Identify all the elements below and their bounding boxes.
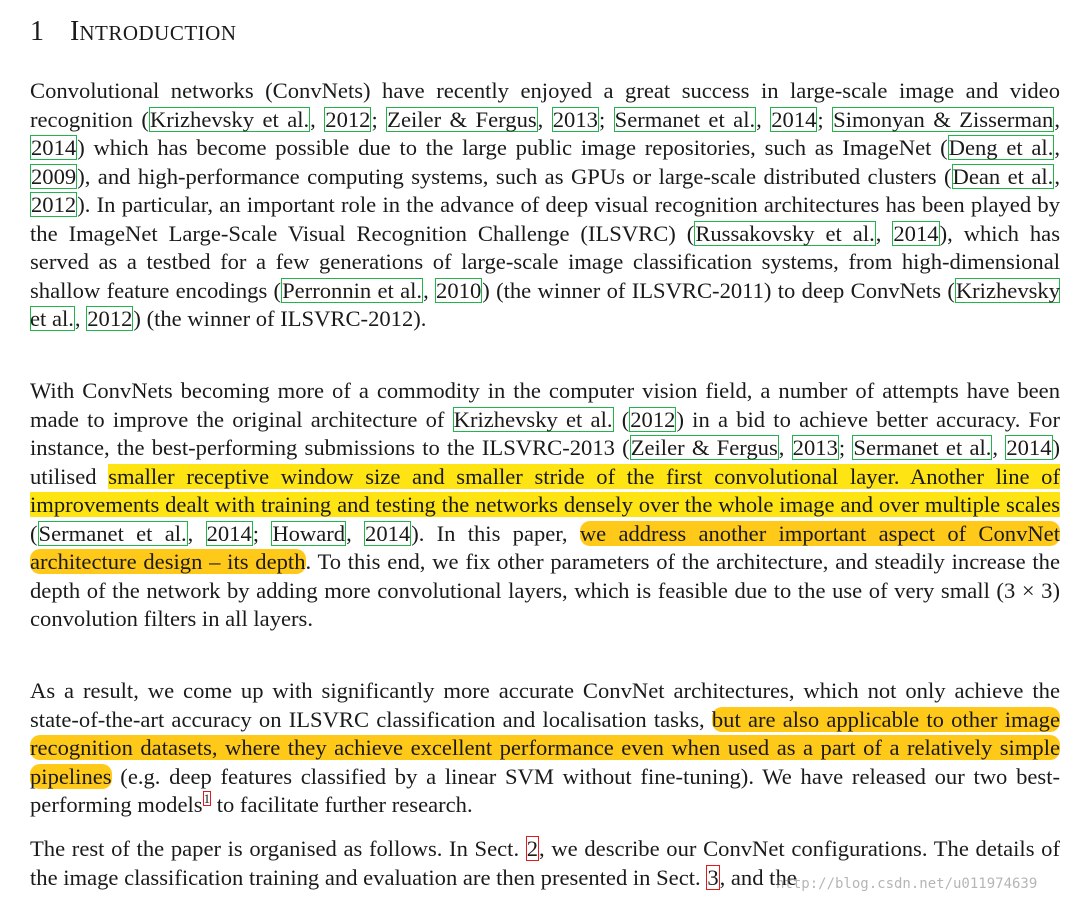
text-run: to facilitate further research. (211, 792, 473, 817)
citation-year-link[interactable]: 2014 (206, 520, 252, 546)
text-run: ) (the winner of ILSVRC-2012). (133, 306, 427, 331)
citation-year-link[interactable]: 2014 (31, 135, 77, 160)
footnote-link[interactable]: 1 (203, 791, 211, 807)
section-title-rest: NTRODUCTION (79, 21, 237, 45)
paragraph-1: Convolutional networks (ConvNets) have recently enjoyed a great success in large-scale image and video recognition (Krizhevsky et al., 2012; Zeiler & Fergus, 2013; Sermanet et al., 2014; Simonyan & Zisserman, 2014) which has become possible due to the large public image repositories, such as ImageNet (Deng et al., 2009), and high-performance computing systems, such as GPUs or large-scale distributed clusters (Dean et al., 2012). In particular, an important role in the advance of deep visual recognition architectures has been played by the ImageNet Large-Scale Visual Recognition Challenge (ILSVRC) (Russakovsky et al., 2014), which has served as a testbed for a few generations of large-scale image classification systems, from high-dimensional shallow feature encodings (Perronnin et al., 2010) (the winner of ILSVRC-2011) to deep ConvNets (Krizhevsky et al., 2012) (the winner of ILSVRC-2012). (30, 78, 1061, 331)
citation-link[interactable]: Deng et al. (948, 135, 1054, 160)
citation-link[interactable]: Krizhevsky et al. (149, 106, 310, 132)
citation-year-link[interactable]: 2014 (893, 220, 939, 246)
citation-link[interactable]: Perronnin et al. (282, 277, 423, 303)
citation-year-link[interactable]: 2014 (771, 106, 817, 132)
text-run: ), which has served as a testbed for a few generations of large-scale image classification systems, from high-dimensional shallow feature encodings ( (30, 220, 1060, 303)
text-run: With ConvNets becoming more of a commodity in the computer vision field, a number of attempts have been made to improve the original architecture of (30, 378, 1060, 432)
text-run: , we describe our ConvNet configurations. The details of the image classification training and evaluation are then presented in Sect. (30, 836, 1060, 890)
citation-year-link[interactable]: 2013 (792, 435, 838, 460)
citation-link[interactable]: Zeiler & Fergus (630, 435, 778, 460)
text-run: ) which has become possible due to the large public image repositories, such as ImageNet ( (77, 135, 948, 160)
citation-year-link[interactable]: 2009 (31, 163, 77, 189)
text-run: . To this end, we fix other parameters of the architecture, and steadily increase the depth of the network by adding more convolutional layers, which is feasible due to the use of very small (3 × 3) convolution filters in all layers. (30, 549, 1060, 631)
orange-highlight: but are also applicable to other image recognition datasets, where they achieve excellent performance even when used as a part of a relatively simple pipelines (30, 706, 1060, 789)
citation-year-link[interactable]: 2013 (552, 106, 598, 132)
citation-link[interactable]: Sermanet et al. (38, 520, 187, 546)
yellow-highlight: smaller receptive window size and smaller stride of the first convolutional layer. Another line of improvements dealt with training and testing the networks densely over the whole image and over multiple scales (30, 463, 1060, 517)
section-ref-link[interactable]: 3 (707, 864, 719, 890)
citation-year-link[interactable]: 2012 (325, 106, 371, 132)
citation-year-link[interactable]: 2014 (365, 520, 411, 546)
citation-year-link[interactable]: 2010 (436, 277, 482, 303)
citation-link[interactable]: Zeiler & Fergus (387, 106, 537, 132)
citation-link[interactable]: Simonyan & Zisserman (833, 106, 1054, 132)
section-ref-link[interactable]: 2 (526, 836, 539, 861)
section-heading (30, 14, 236, 51)
citation-link[interactable]: Sermanet et al. (853, 435, 992, 460)
citation-link[interactable]: Russakovsky et al. (695, 220, 875, 246)
text-run: ), and high-performance computing systems, such as GPUs or large-scale distributed clusters ( (77, 163, 952, 189)
text-run: The rest of the paper is organised as follows. In Sect. (30, 836, 526, 861)
citation-link[interactable]: Dean et al. (952, 163, 1054, 189)
citation-link[interactable]: Krizhevsky et al. (453, 406, 613, 432)
text-run: ) (the winner of ILSVRC-2011) to deep ConvNets ( (482, 277, 955, 303)
section-title-initial: I (70, 16, 80, 47)
citation-link[interactable]: Sermanet et al. (614, 106, 756, 132)
citation-year-link[interactable]: 2014 (1006, 435, 1052, 460)
text-run: ). In particular, an important role in the advance of deep visual recognition architectures has been played by the ImageNet Large-Scale Visual Recognition Challenge (ILSVRC) ( (30, 192, 1060, 246)
citation-year-link[interactable]: 2012 (87, 306, 133, 331)
section-number: 1 (30, 16, 44, 47)
watermark: http://blog.csdn.net/u011974639 (776, 876, 1038, 892)
text-run: As a result, we come up with significantly more accurate ConvNet architectures, which not only achieve the state-of-the-art accuracy on ILSVRC classification and localisation tasks, (30, 678, 1060, 732)
paragraph-3 (30, 677, 1060, 820)
orange-highlight: we address another important aspect of ConvNet architecture design – its depth (30, 520, 1060, 574)
text-run: ) utilised (30, 435, 1061, 489)
citation-year-link[interactable]: 2012 (31, 192, 77, 217)
text-run: Convolutional networks (ConvNets) have recently enjoyed a great success in large-scale image and video recognition ( (30, 78, 1060, 132)
text-run: ( (30, 520, 38, 546)
text-run: , and the (719, 864, 797, 890)
text-run: ) in a bid to achieve better accuracy. For instance, the best-performing submissions to the ILSVRC-2013 ( (30, 406, 1060, 460)
text-run: (e.g. deep features classified by a linear SVM without fine-tuning). We have released our two best-performing models (30, 763, 1060, 817)
citation-link[interactable]: Krizhevsky et al. (30, 277, 1060, 331)
paragraph-2: With ConvNets becoming more of a commodity in the computer vision field, a number of attempts have been made to improve the original architecture of Krizhevsky et al. (2012) in a bid to achieve better accuracy. For instance, the best-performing submissions to the ILSVRC-2013 (Zeiler & Fergus, 2013; Sermanet et al., 2014) utilised smaller receptive window size and smaller stride of the first convolutional layer. Another line of improvements dealt with training and testing the networks densely over the whole image and over multiple scales (Sermanet et al., 2014; Howard, 2014). In this paper, we address another important aspect of ConvNet architecture design – its depth. To this end, we fix other parameters of the architecture, and steadily increase the depth of the network by adding more convolutional layers, which is feasible due to the use of very small (3 × 3) convolution filters in all layers. (30, 378, 1061, 631)
citation-link[interactable]: Howard (272, 520, 346, 546)
text-run: ( (613, 406, 630, 432)
citation-year-link[interactable]: 2012 (630, 406, 676, 432)
text-run: ). In this paper, (411, 520, 580, 546)
